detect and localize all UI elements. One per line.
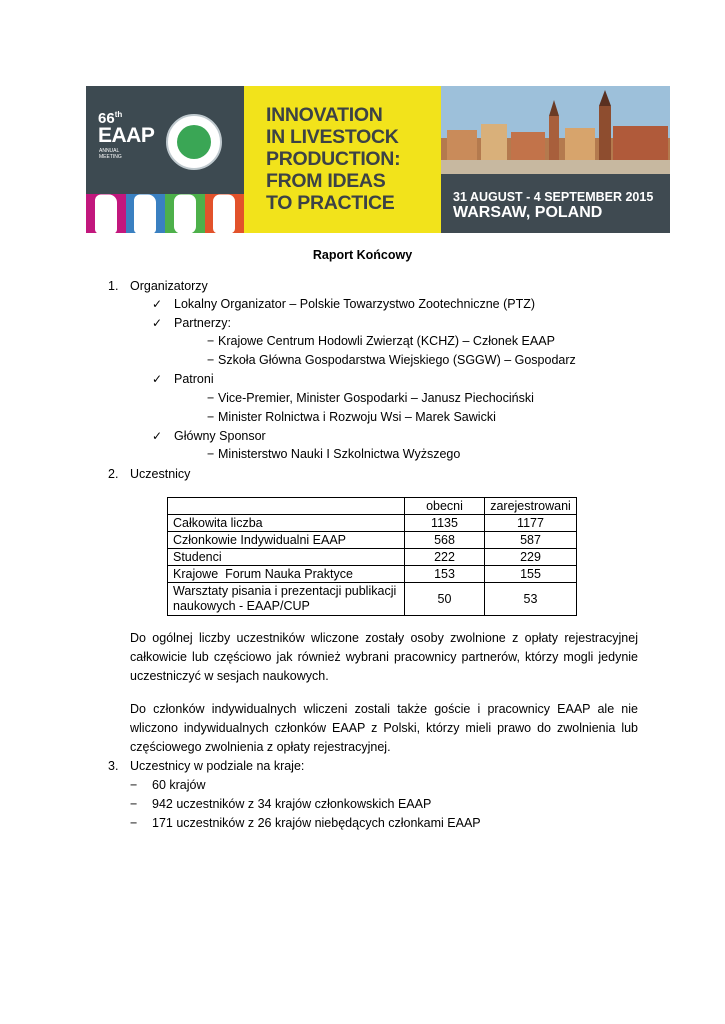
table-cell: 155 bbox=[485, 566, 577, 583]
list-item: 60 krajów bbox=[152, 778, 206, 792]
table-row bbox=[168, 549, 577, 566]
table-cell: 568 bbox=[405, 532, 485, 549]
event-location: WARSAW, POLAND bbox=[453, 204, 603, 221]
section-3-number: 3. bbox=[108, 759, 119, 773]
table-cell: 50 bbox=[405, 583, 485, 616]
horse-icon bbox=[86, 194, 126, 233]
dash-icon: − bbox=[207, 447, 215, 461]
check-icon: ✓ bbox=[152, 297, 163, 311]
event-dates: 31 AUGUST - 4 SEPTEMBER 2015 bbox=[453, 190, 654, 204]
table-cell: 153 bbox=[405, 566, 485, 583]
table-cell: 587 bbox=[485, 532, 577, 549]
table-cell: 1135 bbox=[405, 515, 485, 532]
sheep-icon bbox=[165, 194, 205, 233]
table-header-cell: obecni bbox=[405, 498, 485, 515]
table-cell: Studenci bbox=[168, 549, 405, 566]
table-row bbox=[168, 566, 577, 583]
dash-icon: − bbox=[207, 391, 215, 405]
pig-icon bbox=[205, 194, 245, 233]
eaap-logo-text: EAAP bbox=[98, 124, 155, 147]
table-row bbox=[168, 515, 577, 532]
dash-icon: − bbox=[207, 334, 215, 348]
patrons-label: Patroni bbox=[174, 372, 214, 386]
paragraph: Do ogólnej liczby uczestników wliczone zostały osoby zwolnione z opłaty rejestracyjnej całkowicie lub częściowo jak również wybrani pracownicy partnerów, którzy mogli jedynie uczestniczyć w sesjach naukowych. bbox=[130, 631, 638, 683]
partner-item: Szkoła Główna Gospodarstwa Wiejskiego (SGGW) – Gospodarz bbox=[218, 353, 576, 367]
partners-label: Partnerzy: bbox=[174, 316, 231, 330]
table-row bbox=[168, 583, 577, 616]
patron-item: Vice-Premier, Minister Gospodarki – Janusz Piechociński bbox=[218, 391, 534, 405]
table-cell: Członkowie Indywidualni EAAP bbox=[168, 532, 405, 549]
warsaw-skyline-image bbox=[441, 86, 670, 174]
table-header-cell: zarejestrowani bbox=[485, 498, 577, 515]
table-cell: 222 bbox=[405, 549, 485, 566]
conference-banner bbox=[86, 86, 670, 233]
table-cell: Całkowita liczba bbox=[168, 515, 405, 532]
page-title: Raport Końcowy bbox=[312, 248, 413, 262]
animal-strip bbox=[86, 194, 244, 233]
cow-icon bbox=[126, 194, 166, 233]
table-cell: 53 bbox=[485, 583, 577, 616]
check-icon: ✓ bbox=[152, 372, 163, 386]
participants-table bbox=[167, 497, 577, 616]
dash-icon: − bbox=[130, 778, 138, 792]
patron-item: Minister Rolnictwa i Rozwoju Wsi – Marek Sawicki bbox=[218, 410, 496, 424]
section-1-heading: Organizatorzy bbox=[130, 279, 208, 293]
banner-headline: INNOVATION IN LIVESTOCK PRODUCTION: FROM IDEAS TO PRACTICE bbox=[266, 104, 401, 214]
table-cell: Warsztaty pisania i prezentacji publikacji naukowych - EAAP/CUP bbox=[168, 583, 405, 616]
banner-headline-panel bbox=[244, 86, 441, 233]
table-cell: 1177 bbox=[485, 515, 577, 532]
table-cell: 229 bbox=[485, 549, 577, 566]
dash-icon: − bbox=[207, 410, 215, 424]
table-cell: Krajowe Forum Nauka Praktyce bbox=[168, 566, 405, 583]
sponsor-label: Główny Sponsor bbox=[174, 429, 266, 443]
banner-city-panel bbox=[441, 86, 670, 233]
local-organizer: Lokalny Organizator – Polskie Towarzystwo Zootechniczne (PTZ) bbox=[174, 297, 536, 311]
partner-item: Krajowe Centrum Hodowli Zwierząt (KCHZ) – Członek EAAP bbox=[218, 334, 555, 348]
section-3-heading: Uczestnicy w podziale na kraje: bbox=[130, 759, 305, 773]
section-2-heading: Uczestnicy bbox=[130, 467, 191, 481]
section-2-number: 2. bbox=[108, 467, 119, 481]
list-item: 942 uczestników z 34 krajów członkowskich EAAP bbox=[152, 797, 432, 811]
dash-icon: − bbox=[130, 797, 138, 811]
paragraph: Do członków indywidualnych wliczeni zostali także goście i pracownicy EAAP ale nie wliczono indywidualnych członków EAAP z Polski, którzy mieli prawo do zwolnienia lub częściowego zwolnienia z opłaty rejestracyjnej. bbox=[130, 702, 638, 754]
table-row bbox=[168, 532, 577, 549]
edition-number: 66th bbox=[98, 110, 123, 127]
dash-icon: − bbox=[130, 816, 138, 830]
sponsor-item: Ministerstwo Nauki I Szkolnictwa Wyższego bbox=[218, 447, 461, 461]
check-icon: ✓ bbox=[152, 316, 163, 330]
section-1-number: 1. bbox=[108, 279, 119, 293]
warsaw-emblem-icon bbox=[166, 114, 222, 170]
list-item: 171 uczestników z 26 krajów niebędących członkami EAAP bbox=[152, 816, 481, 830]
check-icon: ✓ bbox=[152, 429, 163, 443]
table-header-cell bbox=[168, 498, 405, 515]
annual-meeting-label: ANNUAL MEETING bbox=[99, 148, 122, 160]
dash-icon: − bbox=[207, 353, 215, 367]
banner-logo-panel bbox=[86, 86, 244, 233]
table-header-row bbox=[168, 498, 577, 515]
